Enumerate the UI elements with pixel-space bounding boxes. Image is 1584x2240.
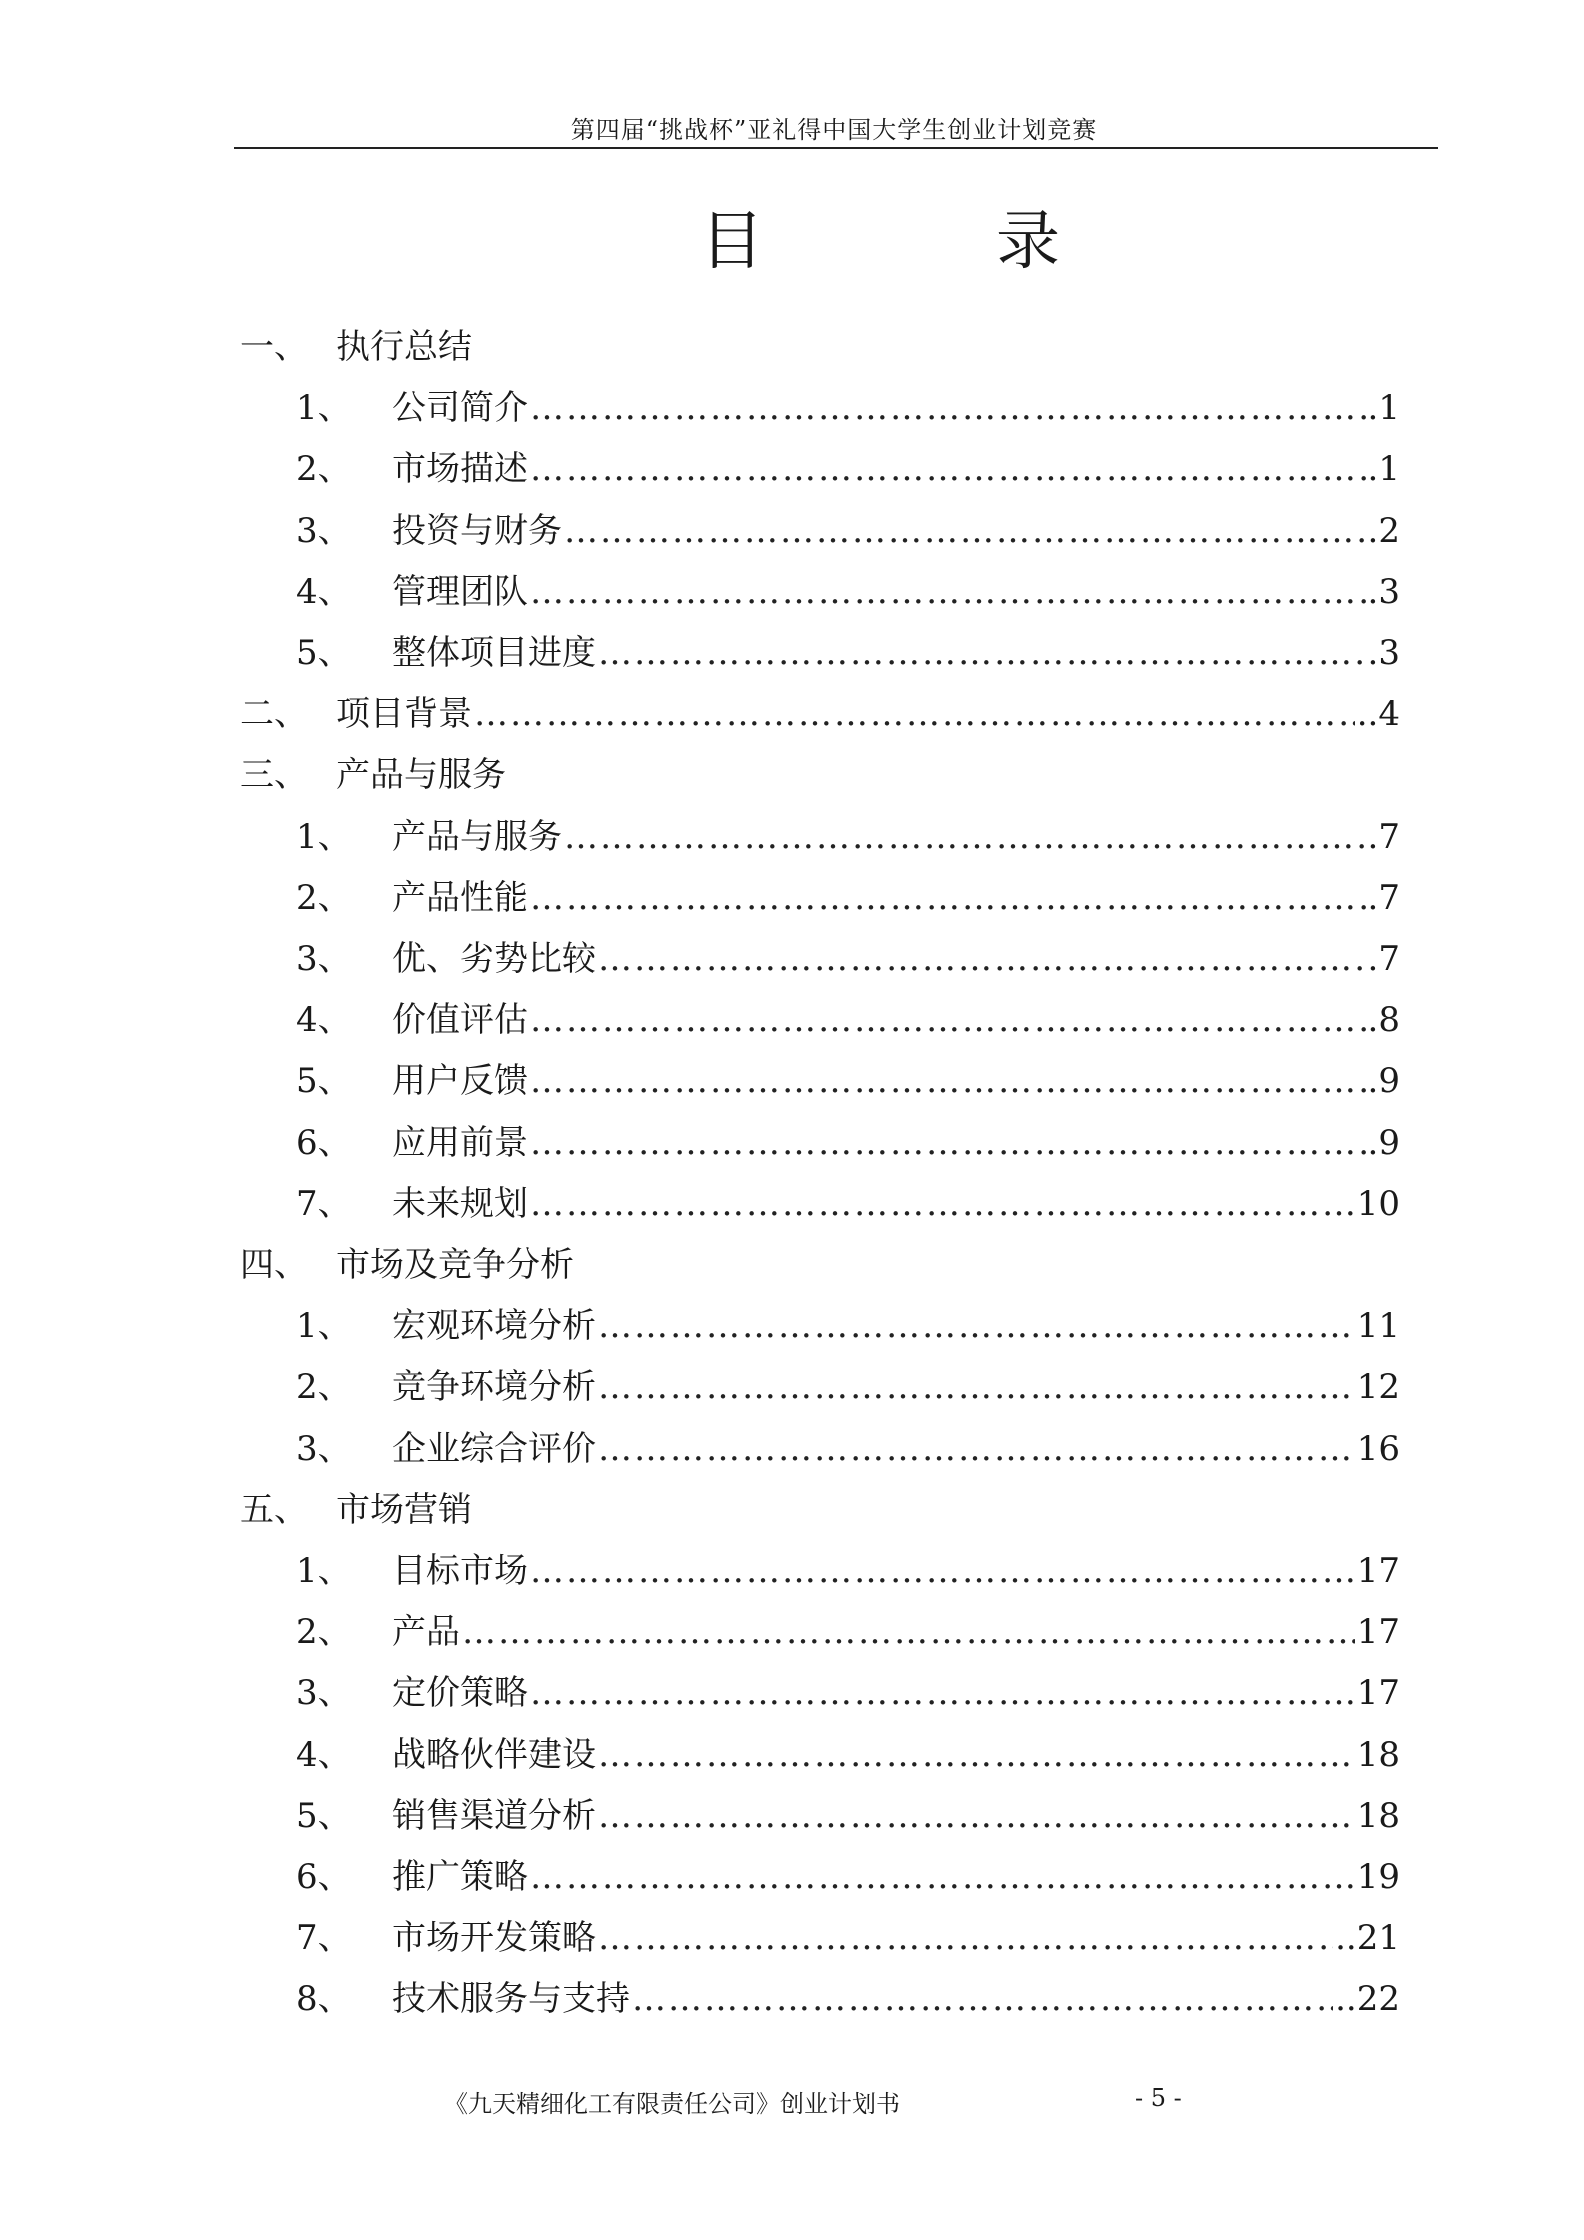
toc-entry-line <box>392 1733 1400 1777</box>
toc-page-number: 18 <box>1356 1795 1400 1836</box>
toc-label: 市场开发策略 <box>392 1918 596 1959</box>
toc-entry[interactable] <box>0 998 1584 1042</box>
toc-number: 1、 <box>296 1306 352 1347</box>
toc-dot-leader <box>598 1365 1355 1409</box>
toc-label: 目标市场 <box>392 1551 528 1591</box>
toc-number: 6、 <box>296 1857 352 1897</box>
toc-dot-leader <box>462 1610 1355 1654</box>
toc-number: 1、 <box>296 1551 352 1591</box>
toc-entry-line <box>392 1549 1400 1593</box>
toc-dot-leader <box>598 1427 1355 1471</box>
toc-entry-line <box>336 692 1400 736</box>
toc-dot-leader <box>530 1121 1366 1165</box>
toc-section[interactable] <box>0 325 1584 369</box>
toc-dot-leader <box>530 570 1366 614</box>
toc-entry-line <box>392 937 1400 981</box>
toc-label: 产品性能 <box>392 877 528 918</box>
toc-dot-leader <box>598 937 1366 981</box>
toc-label: 销售渠道分析 <box>392 1795 596 1836</box>
toc-page-number: .3 <box>1367 571 1400 612</box>
toc-dot-leader <box>564 509 1366 553</box>
toc-entry[interactable] <box>0 1671 1584 1715</box>
toc-number: 2、 <box>296 449 352 490</box>
toc-entry-line <box>336 1488 472 1532</box>
toc-dot-leader <box>530 386 1366 430</box>
toc-entry[interactable] <box>0 1733 1584 1777</box>
toc-number: 3、 <box>296 510 352 551</box>
toc-dot-leader <box>530 876 1366 920</box>
toc-dot-leader <box>530 1182 1355 1226</box>
toc-entry-line <box>392 1304 1400 1348</box>
toc-page-number: 19 <box>1356 1857 1400 1897</box>
running-header: 第四届“挑战杯”亚礼得中国大学生创业计划竞赛 <box>570 116 1098 144</box>
toc-page-number: 12 <box>1356 1367 1400 1408</box>
toc-label: 宏观环境分析 <box>392 1306 596 1347</box>
toc-number: 3、 <box>296 1673 352 1714</box>
toc-entry-line <box>392 1855 1400 1899</box>
toc-entry[interactable] <box>0 570 1584 614</box>
toc-page-number: ..4 <box>1356 694 1400 735</box>
toc-entry-line <box>392 1671 1400 1715</box>
toc-entry[interactable] <box>0 1794 1584 1838</box>
header-rule <box>234 147 1438 149</box>
toc-number: 4、 <box>296 1000 352 1041</box>
toc-entry-line <box>392 570 1400 614</box>
toc-label: 整体项目进度 <box>392 633 596 673</box>
toc-entry[interactable] <box>0 1427 1584 1471</box>
toc-entry[interactable] <box>0 815 1584 859</box>
toc-dot-leader <box>598 1794 1355 1838</box>
toc-label: 市场描述 <box>392 449 528 490</box>
toc-page-number: .7 <box>1367 816 1400 857</box>
toc-number: 4、 <box>296 1734 352 1775</box>
toc-number: 5、 <box>296 1795 352 1836</box>
toc-number: 五、 <box>240 1489 308 1530</box>
toc-page-number: .1 <box>1367 449 1400 490</box>
toc-page-number: .8 <box>1367 1000 1400 1041</box>
toc-entry-line <box>392 386 1400 430</box>
page-title <box>700 205 1060 279</box>
toc-entry[interactable] <box>0 1610 1584 1654</box>
toc-label: 推广策略 <box>392 1857 528 1897</box>
toc-label: 战略伙伴建设 <box>392 1734 596 1775</box>
title-char-1: 目 <box>700 205 764 279</box>
toc-number: 5、 <box>296 633 352 673</box>
toc-dot-leader <box>530 998 1366 1042</box>
toc-label: 市场营销 <box>336 1489 472 1530</box>
toc-entry-line <box>392 1182 1400 1226</box>
toc-number: 2、 <box>296 1367 352 1408</box>
toc-entry-line <box>392 998 1400 1042</box>
toc-dot-leader <box>598 1733 1355 1777</box>
toc-label: 产品与服务 <box>392 816 562 857</box>
footer-document-title: 《九天精细化工有限责任公司》创业计划书 <box>444 2090 900 2118</box>
toc-dot-leader <box>530 1549 1355 1593</box>
toc-entry-line <box>392 509 1400 553</box>
toc-page-number: .7 <box>1367 877 1400 918</box>
toc-entry-line <box>392 1059 1400 1103</box>
toc-number: 1、 <box>296 388 352 429</box>
toc-entry[interactable] <box>0 1121 1584 1165</box>
toc-entry-line <box>392 631 1400 675</box>
toc-entry[interactable] <box>0 386 1584 430</box>
toc-page-number: 11 <box>1356 1306 1400 1347</box>
toc-entry[interactable] <box>0 1365 1584 1409</box>
toc-entry[interactable] <box>0 876 1584 920</box>
toc-entry[interactable] <box>0 1304 1584 1348</box>
toc-number: 6、 <box>296 1122 352 1163</box>
toc-number: 三、 <box>240 755 308 796</box>
toc-dot-leader <box>474 692 1355 736</box>
toc-entry-line <box>392 1365 1400 1409</box>
toc-entry[interactable] <box>0 1059 1584 1103</box>
toc-page-number: 10 <box>1356 1183 1400 1224</box>
toc-entry-line <box>392 1977 1400 2021</box>
toc-number: 4、 <box>296 571 352 612</box>
toc-number: 四、 <box>240 1245 308 1285</box>
title-char-2: 录 <box>996 205 1060 279</box>
toc-number: 7、 <box>296 1183 352 1224</box>
toc-number: 8、 <box>296 1979 352 2020</box>
toc-dot-leader <box>632 1977 1333 2021</box>
toc-page-number: .7 <box>1367 939 1400 979</box>
toc-section[interactable] <box>0 1243 1584 1287</box>
toc-page-number: 17 <box>1356 1612 1400 1653</box>
toc-label: 执行总结 <box>336 327 472 367</box>
toc-entry-line <box>336 753 506 797</box>
toc-page-number: ..21 <box>1335 1918 1400 1959</box>
toc-entry[interactable] <box>0 1977 1584 2021</box>
toc-dot-leader <box>564 815 1366 859</box>
toc-dot-leader <box>598 1916 1333 1960</box>
toc-page-number: .3 <box>1367 633 1400 673</box>
toc-number: 5、 <box>296 1061 352 1102</box>
toc-label: 价值评估 <box>392 1000 528 1041</box>
toc-number: 2、 <box>296 1612 352 1653</box>
toc-label: 用户反馈 <box>392 1061 528 1102</box>
toc-entry[interactable] <box>0 447 1584 491</box>
toc-number: 2、 <box>296 877 352 918</box>
toc-page-number: .1 <box>1367 388 1400 429</box>
toc-page-number: .9 <box>1367 1061 1400 1102</box>
toc-dot-leader <box>530 1671 1355 1715</box>
toc-page-number: 18 <box>1356 1734 1400 1775</box>
toc-label: 管理团队 <box>392 571 528 612</box>
toc-entry[interactable] <box>0 631 1584 675</box>
toc-entry[interactable] <box>0 1549 1584 1593</box>
toc-dot-leader <box>530 1059 1366 1103</box>
toc-label: 投资与财务 <box>392 510 562 551</box>
toc-number: 3、 <box>296 1428 352 1469</box>
toc-number: 1、 <box>296 816 352 857</box>
toc-label: 技术服务与支持 <box>392 1979 630 2020</box>
toc-number: 一、 <box>240 327 308 367</box>
toc-number: 3、 <box>296 939 352 979</box>
toc-entry[interactable] <box>0 1855 1584 1899</box>
toc-entry-line <box>336 1243 574 1287</box>
footer-page-number: - 5 - <box>1135 2084 1182 2112</box>
toc-label: 市场及竞争分析 <box>336 1245 574 1285</box>
toc-number: 7、 <box>296 1918 352 1959</box>
toc-entry-line <box>392 1794 1400 1838</box>
toc-entry-line <box>392 1427 1400 1471</box>
toc-page-number: .2 <box>1367 510 1400 551</box>
toc-label: 定价策略 <box>392 1673 528 1714</box>
toc-dot-leader <box>598 1304 1355 1348</box>
toc-entry-line <box>392 1121 1400 1165</box>
toc-number: 二、 <box>240 694 308 735</box>
toc-label: 公司简介 <box>392 388 528 429</box>
toc-entry[interactable] <box>0 937 1584 981</box>
toc-page-number: .9 <box>1367 1122 1400 1163</box>
toc-label: 产品 <box>392 1612 460 1653</box>
toc-label: 优、劣势比较 <box>392 939 596 979</box>
toc-page-number: 17 <box>1356 1551 1400 1591</box>
toc-dot-leader <box>598 631 1366 675</box>
toc-page-number: 17 <box>1356 1673 1400 1714</box>
toc-label: 产品与服务 <box>336 755 506 796</box>
toc-label: 竞争环境分析 <box>392 1367 596 1408</box>
toc-label: 未来规划 <box>392 1183 528 1224</box>
toc-section[interactable] <box>0 1488 1584 1532</box>
toc-entry[interactable] <box>0 1182 1584 1226</box>
toc-dot-leader <box>530 1855 1355 1899</box>
toc-entry-line <box>336 325 472 369</box>
toc-page-number: 16 <box>1356 1428 1400 1469</box>
toc-entry-line <box>392 876 1400 920</box>
toc-label: 企业综合评价 <box>392 1428 596 1469</box>
toc-section[interactable] <box>0 753 1584 797</box>
toc-entry-line <box>392 447 1400 491</box>
toc-entry-line <box>392 1916 1400 1960</box>
toc-entry[interactable] <box>0 1916 1584 1960</box>
toc-entry-line <box>392 1610 1400 1654</box>
toc-label: 应用前景 <box>392 1122 528 1163</box>
toc-dot-leader <box>530 447 1366 491</box>
toc-label: 项目背景 <box>336 694 472 735</box>
toc-section[interactable] <box>0 692 1584 736</box>
toc-entry-line <box>392 815 1400 859</box>
toc-entry[interactable] <box>0 509 1584 553</box>
toc-page-number: ..22 <box>1335 1979 1400 2020</box>
